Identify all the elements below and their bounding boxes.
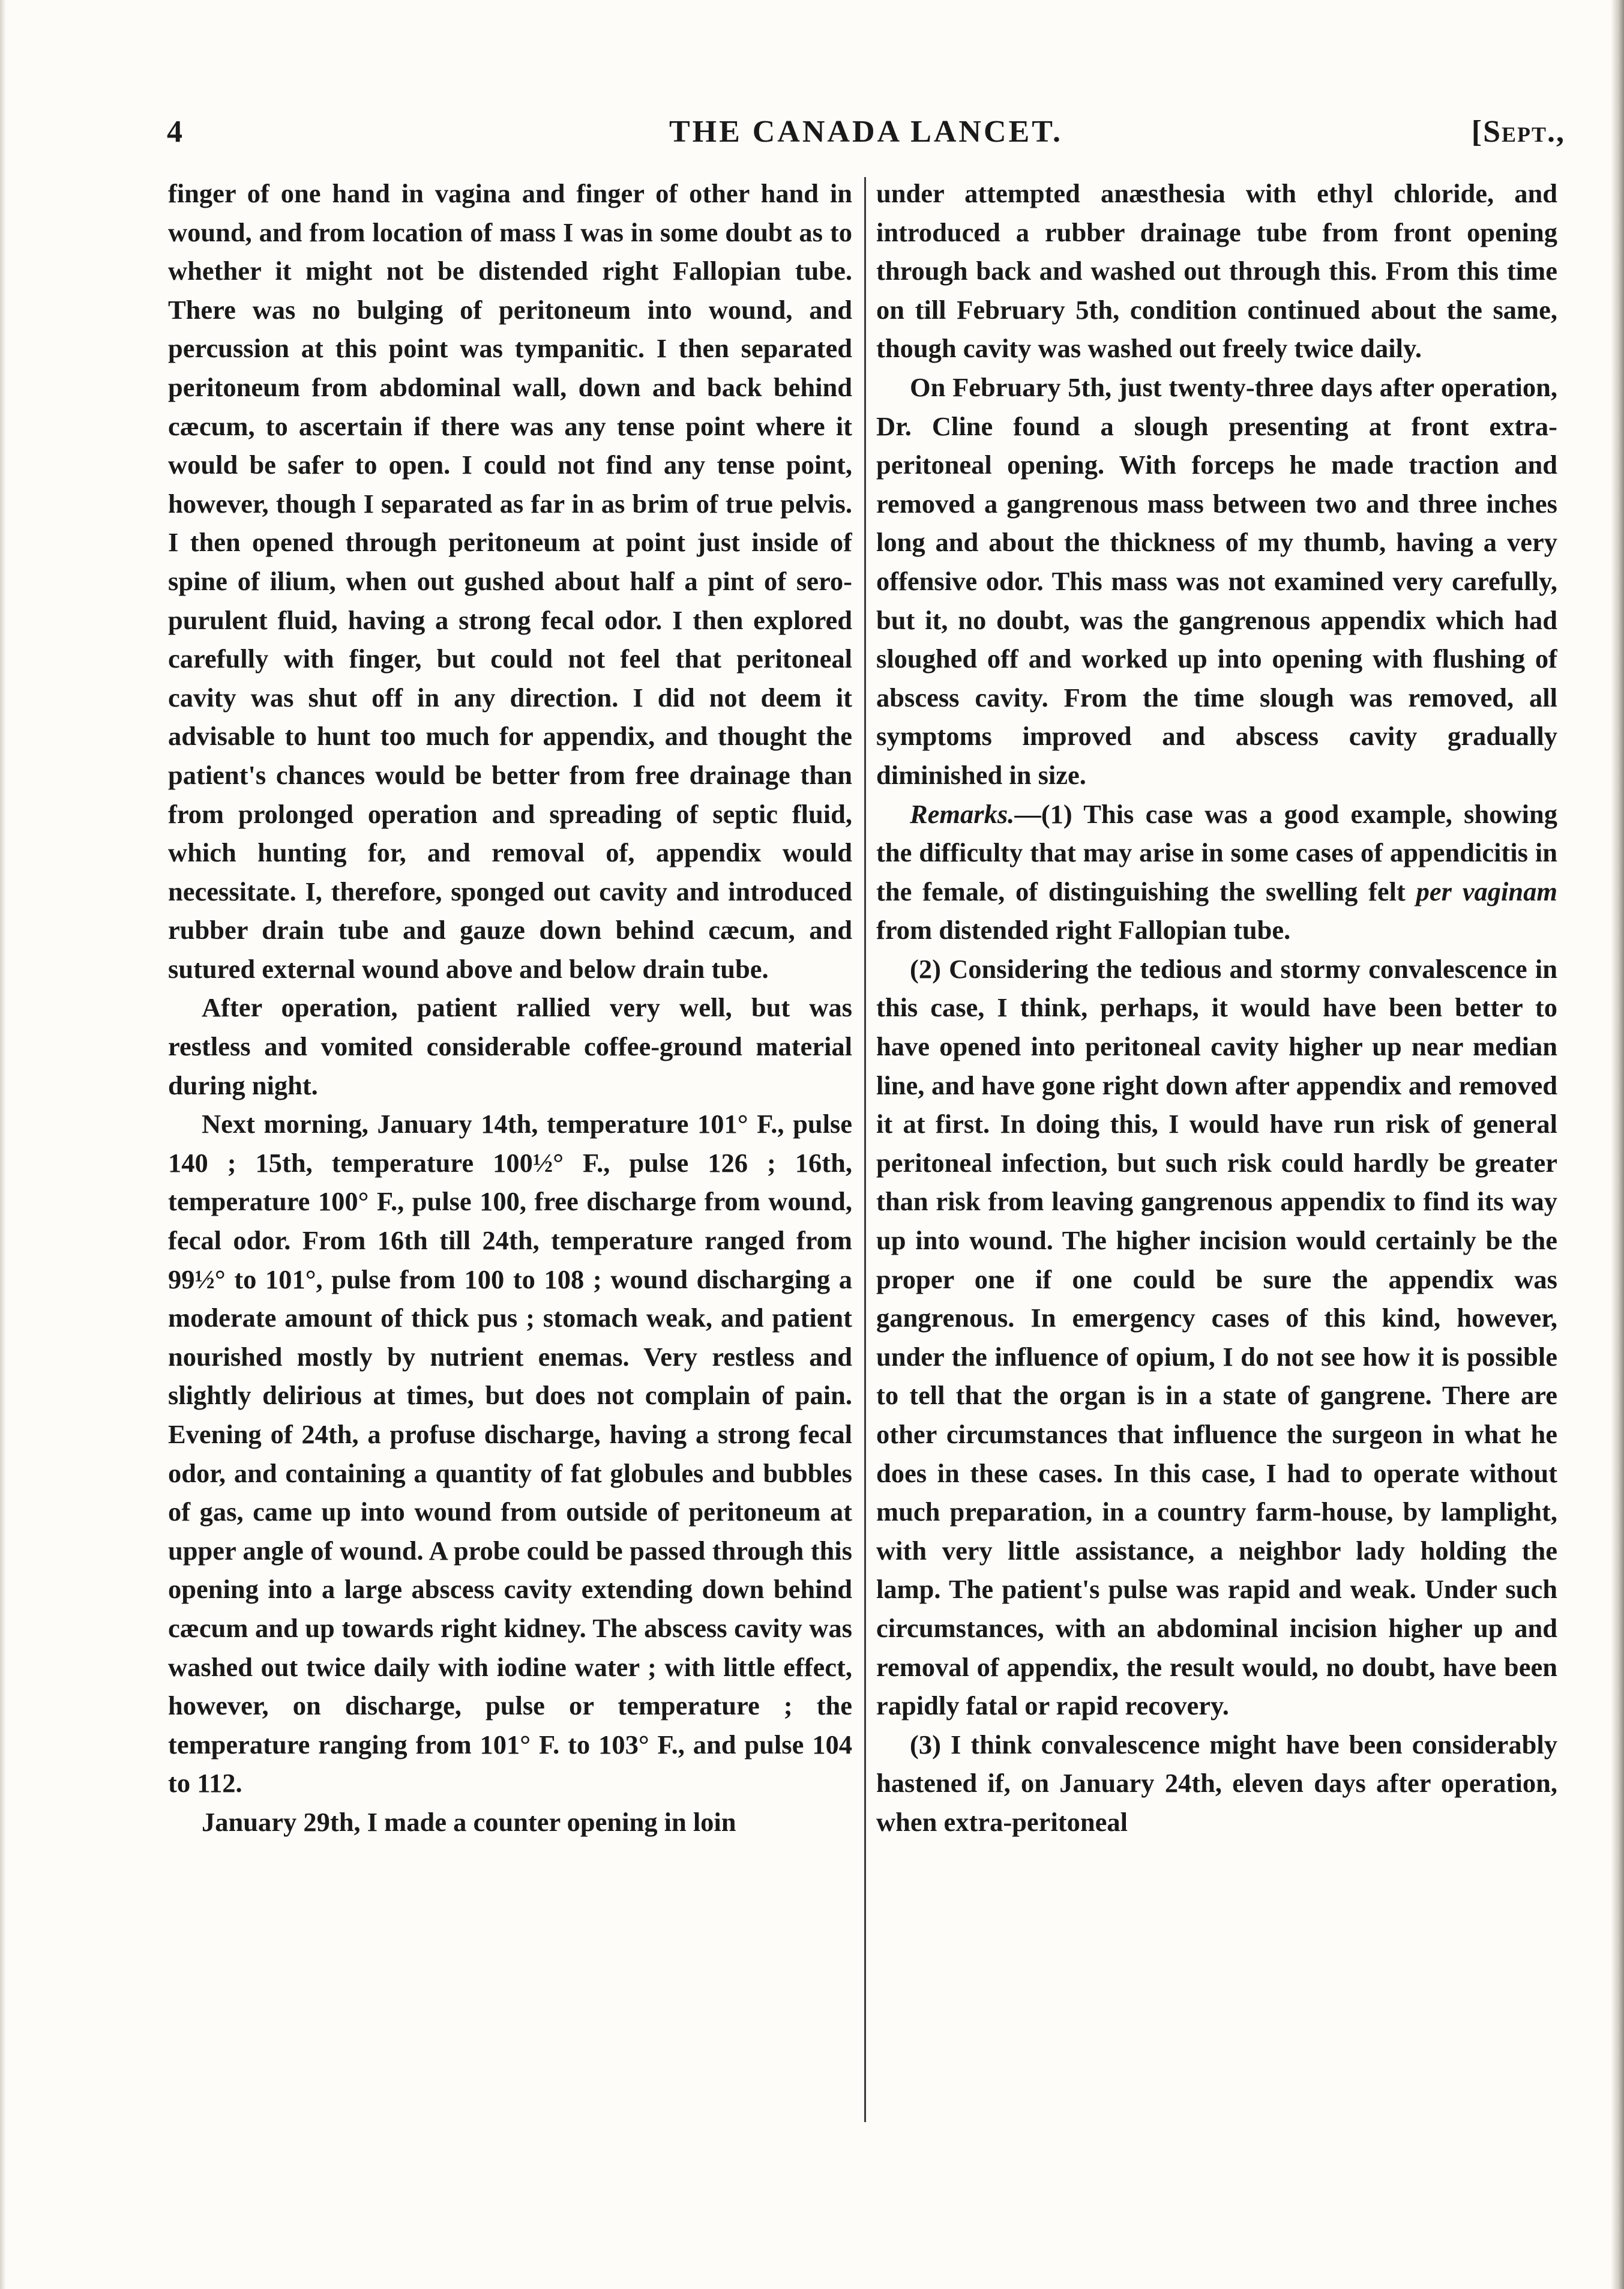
left-column xyxy=(168,174,852,2155)
page-right-edge xyxy=(1611,0,1624,2289)
paragraph: under attempted anæsthesia with ethyl chloride, and introduced a rubber drainage tube from front opening through back and washed out through this. From this time on till February 5th, condition continued about the same, though cavity was washed out freely twice daily. xyxy=(876,178,1557,364)
remarks-text: —(1) This case was a good example, showing the difficulty that may arise in some cases of appendicitis in the female, of distinguishing the swelling felt xyxy=(876,798,1557,906)
page-left-edge xyxy=(0,0,6,2289)
paragraph: January 29th, I made a counter opening in loin xyxy=(202,1806,736,1837)
running-header xyxy=(167,114,1565,162)
paragraph: After operation, patient rallied very well, but was restless and vomited considerable coffee-ground material during night. xyxy=(168,992,852,1100)
paragraph: Next morning, January 14th, temperature 101° F., pulse 140 ; 15th, temperature 100½° F., pulse 126 ; 16th, temperature 100° F., pulse 100, free discharge from wound, fecal odor. From 16th till 24th, temperature ranged from 99½° to 101°, pulse from 100 to 108 ; wound discharging a moderate amount of thick pus ; stomach weak, and patient nourished mostly by nutrient enemas. Very restless and slightly delirious at times, but does not complain of pain. Evening of 24th, a profuse discharge, having a strong fecal odor, and containing a quantity of fat globules and bubbles of gas, came up into wound from outside of peritoneum at upper angle of wound. A probe could be passed through this opening into a large abscess cavity extending down behind cæcum and up towards right kidney. The abscess cavity was washed out twice daily with iodine water ; with little effect, however, on discharge, pulse or temperature ; the temperature ranging from 101° F. to 103° F., and pulse 104 to 112. xyxy=(168,1109,852,1799)
remarks-label: Remarks. xyxy=(910,798,1015,829)
right-column xyxy=(876,174,1557,2155)
paragraph: (3) I think convalescence might have been considerably hastened if, on January 24th, eleven days after operation, when extra-peritoneal xyxy=(876,1729,1557,1837)
journal-title: THE CANADA LANCET. xyxy=(669,115,1063,149)
issue-month: [Sept., xyxy=(1471,115,1565,149)
paragraph: On February 5th, just twenty-three days after operation, Dr. Cline found a slough presenting at front extra-peritoneal opening. With forceps he made traction and removed a gangrenous mass between two and three inches long and about the thickness of my thumb, having a very offensive odor. This mass was not examined very carefully, but it, no doubt, was the gangrenous appendix which had sloughed off and worked up into opening with flushing of abscess cavity. From the time slough was removed, all symptoms improved and abscess cavity gradually diminished in size. xyxy=(876,372,1557,790)
page-number: 4 xyxy=(167,115,182,149)
column-divider xyxy=(864,177,866,2122)
remarks-text-end: from distended right Fallopian tube. xyxy=(876,915,1291,945)
paragraph: (2) Considering the tedious and stormy convalescence in this case, I think, perhaps, it would have been better to have opened into peritoneal cavity higher up near median line, and have gone right down after appendix and removed it at first. In doing this, I would have run risk of general peritoneal infection, but such risk could hardly be greater than risk from leaving gangrenous appendix to find its way up into wound. The higher incision would certainly be the proper one if one could be sure the appendix was gangrenous. In emergency cases of this kind, however, under the influence of opium, I do not see how it is possible to tell that the organ is in a state of gangrene. There are other circumstances that influence the surgeon in what he does in these cases. In this case, I had to operate without much preparation, in a country farm-house, by lamplight, with very little assistance, a neighbor lady holding the lamp. The patient's pulse was rapid and weak. Under such circumstances, with an abdominal incision higher up and removal of appendix, the result would, no doubt, have been rapidly fatal or rapid recovery. xyxy=(876,953,1557,1721)
remarks-italic-phrase: per vaginam xyxy=(1416,876,1557,906)
remarks-paragraph xyxy=(876,795,1557,950)
paragraph: finger of one hand in vagina and finger of other hand in wound, and from location of mass I was in some doubt as to whether it might not be distended right Fallopian tube. There was no bulging of peritoneum into wound, and percussion at this point was tympanitic. I then separated peritoneum from abdominal wall, down and back behind cæcum, to ascertain if there was any tense point where it would be safer to open. I could not find any tense point, however, though I separated as far in as brim of true pelvis. I then opened through peritoneum at point just inside of spine of ilium, when out gushed about half a pint of sero-purulent fluid, having a strong fecal odor. I then explored carefully with finger, but could not feel that peritoneal cavity was shut off in any direction. I did not deem it advisable to hunt too much for appendix, and thought the patient's chances would be better from free drainage than from prolonged operation and spreading of septic fluid, which hunting for, and removal of, appendix would necessitate. I, therefore, sponged out cavity and introduced rubber drain tube and gauze down behind cæcum, and sutured external wound above and below drain tube. xyxy=(168,178,852,984)
